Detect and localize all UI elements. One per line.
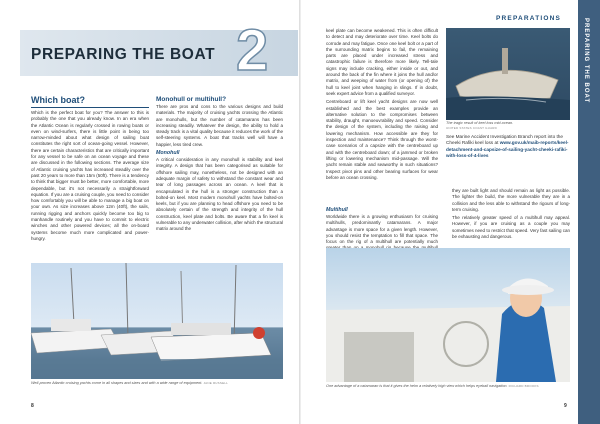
multihull-text: Worldwide there is a growing enthusiasm for cruising multihulls, predominantly catamarans. A major advantage is more space for a given length. However, you should resist the temptation to fill that space. The focus on the rig of a multihull are potentially much	[326, 214, 438, 245]
multihull-continued-text: they are built light and should remain as light as possible. The lighter the build, the more vulnerable they are in a collision and the less able to withstand the rigours of long-term cruising.	[452, 188, 570, 212]
multihull-column	[326, 207, 438, 247]
chapter-number: 2	[236, 18, 269, 83]
marina-yachts-photo	[31, 263, 283, 379]
monohull-text: A critical consideration in any monohull is stability and keel integrity. A design that has been categorised as suitable for offshore sailing may, nonetheless, not be designed with an adequate margin of safety to withstand the constant wear and tear of long passages across an ocean. A keel that is encapsulated in the hull is a stronger construction than a bolted-on keel. Most modern monohull yachts have bolted-on keels, but if you are planning to head offshore you need to be absolutely certain of the strength and integrity of the hull construction, keel plate and bolts. Be aware that a fin keel is vulnerable to any underwater collision, after which the structural matrix around the	[156, 157, 283, 232]
left-page-number: 8	[31, 403, 34, 409]
maib-note	[446, 134, 570, 178]
multihull-continued-column	[452, 188, 570, 246]
subheading-multihull: Multihull	[326, 207, 348, 213]
marina-yachts-illustration	[31, 263, 283, 379]
marina-photo-credit: JANE RUSSELL	[203, 381, 229, 385]
monohull-intro-text: There are pros and cons to the various designs and build materials. The majority of cruising yachts crossing the Atlantic are monohulls, but the number of catamarans has been increasing steadily. Whatever the design, the ability to hold a steady track is a vital quality because it reduces the work of the self-steering systems. A boat that tracks well will have a happier, less tired crew.	[156, 104, 283, 147]
monohull-column	[156, 104, 283, 260]
maib-note-text: See Marine Accident Investigation Branch report into the Cheeki Rafiki keel loss at	[446, 134, 563, 146]
subheading-monohull: Monohull	[156, 150, 180, 157]
capsized-hull-illustration	[446, 28, 570, 120]
heading-monohull-or-multihull: Monohull or multihull?	[156, 96, 227, 103]
marina-caption-text: Well-proven Atlantic cruising yachts come in all shapes and sizes and with a wide range of equipment.	[31, 381, 203, 385]
catamaran-helm-photo	[326, 248, 570, 382]
chapter-tab-label: PREPARING THE BOAT	[583, 18, 589, 104]
running-head: PREPARATIONS	[496, 15, 562, 22]
capsized-caption-text: The tragic result of keel loss mid-ocean.	[446, 121, 514, 125]
capsized-photo-credit: UNITED STATES COAST GUARD	[446, 126, 498, 130]
right-page-number: 9	[564, 403, 567, 409]
catamaran-caption-text: One advantage of a catamaran is that it gives the helm a relatively high view which helps eyeball navigation.	[326, 384, 508, 388]
capsized-photo-caption	[446, 121, 570, 131]
heading-which-boat: Which boat?	[31, 95, 85, 105]
keel-text-2: Centreboard or lift keel yacht designs are now well established and the best examples provide an alternative solution to the compromises between stability, draught, manoeuvrability and speed. Consider the design of the system, including the raising and lowering mechanism. How accessible are they for inspection and maintenance? Think through the worst-case scenarios of a capsize with the centreboard up and with the centreboard down; of a jammed or broken lifting or lowering mechanism mid-passage. Will the yacht remain stable and seaworthy in such situations? Inspect pivot pins and other bearing surfaces for wear before an ocean crossing.	[326, 99, 438, 180]
catamaran-helm-illustration	[326, 248, 570, 382]
catamaran-photo-credit: RICHARD BROOKS	[508, 384, 539, 388]
chapter-tab	[578, 0, 600, 424]
intro-column	[31, 110, 149, 260]
keel-column	[326, 28, 438, 206]
keel-text-1: keel plate can become weakened. This is often difficult to detect and may deteriorate over time. Keel bolts do corrode and may fatigue. Once one keel bolt or a part of the surrounding matrix begins to fail, the remaining parts are placed under increased stress and catastrophic failure is therefore more likely. Tell-tale signs may include cracking, either inside or out, and around the back of the fin where it joins the hull and/or matrix, and weeping of water from (or opening of) the hull to keel joint when hanging in slings. If in doubt, seek expert advice from a qualified surveyor.	[326, 28, 438, 96]
capsized-yacht-photo	[446, 28, 570, 120]
maib-report-link[interactable]: www.gov.uk/maib-reports/keel-detachment-and-capsize-of-sailing-yacht-cheeki-rafiki-with-loss-of-4-lives	[446, 140, 569, 159]
catamaran-photo-caption	[326, 384, 570, 389]
marina-photo-caption	[31, 381, 291, 386]
heading-rule	[31, 107, 149, 108]
multihull-speed-text: The relatively greater speed of a multihull may appeal. However, if you are cruising as a couple you may sometimes need to restrict that speed. Very fast sailing can be exhausting and dangerous.	[452, 215, 570, 240]
chapter-title: PREPARING THE BOAT	[31, 46, 216, 63]
page-gutter	[299, 0, 301, 424]
intro-text: Which is the perfect boat for you? The answer to this is probably the one that you already know. In an era when the Atlantic Ocean is regularly crossed in rowing boats or even on wind-surfers, there is little point in being too narrow-minded about what design of sailing boat constitutes the right sort of ocean-going vessel. However, there are certain characteristics that are critically important for any vessel to be safe on an ocean voyage and these are discussed in the following sections. The average size of Atlantic cruising yachts has increased steadily over the past 20 years to more than 15m (50ft). There is a tendency to think that bigger must be better, more comfortable, more dependable, but it's not necessarily a straightforward equation. If you are a cruising couple, you need to consider how comfortably you will be able to manage a big boat on your own. As size increases above 12m (40ft), the sails, running rigging and anchors quickly become too big to manhandle routinely and you have to commit to electric winches and other powered devices; all the on-board systems become much more complicated and power-hungry.	[31, 110, 149, 241]
